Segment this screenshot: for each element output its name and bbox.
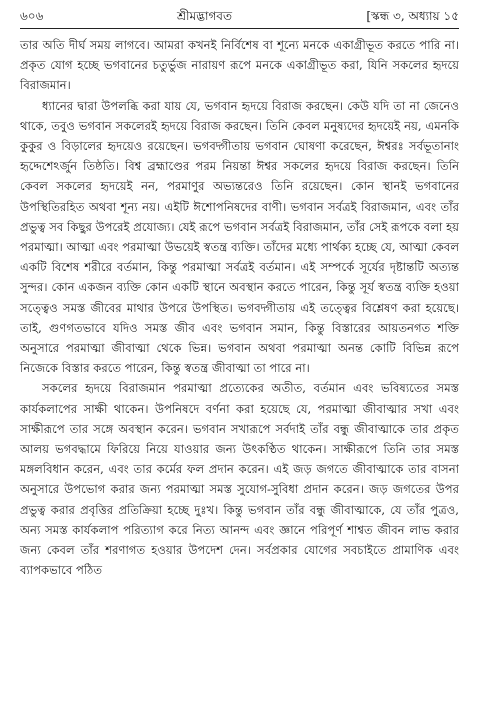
section-label: [স্কন্ধ ৩, অধ্যায় ১৫ bbox=[366, 9, 459, 23]
page-number: ৬০৬ bbox=[20, 9, 44, 23]
paragraph: তার অতি দীর্ঘ সময় লাগবে। আমরা কখনই নির্বিশেষ বা শূন্যে মনকে একাগ্রীভূত করতে পারি না। প্রকৃত যোগ হচ্ছে ভগবানের চতুর্ভুজ নারায়ণ রূপে মনকে একাগ্রীভূত করা, যিনি সকলের হৃদয়ে বিরাজমান। bbox=[20, 38, 459, 93]
body-text bbox=[20, 35, 459, 580]
paragraph: সকলের হৃদয়ে বিরাজমান পরমাত্মা প্রত্যেকের অতীত, বর্তমান এবং ভবিষ্যতের সমস্ত কার্যকলাপের সাক্ষী থাকেন। উপনিষদে বর্ণনা করা হয়েছে যে, পরমাত্মা জীবাত্মার সখা এবং সাক্ষীরূপে তার সঙ্গে অবস্থান করেন। ভগবান সখারূপে সর্বদাই তাঁর বন্ধু জীবাত্মাকে তার প্রকৃত আলয় ভগবদ্ধামে ফিরিয়ে নিয়ে যাওয়ার জন্য উৎকণ্ঠিত থাকেন। সাক্ষীরূপে তিনি তার সমস্ত মঙ্গলবিধান করেন, এবং তার কর্মের ফল প্রদান করেন। এই জড় জগতে জীবাত্মাকে তার বাসনা অনুসারে উপভোগ করার জন্য পরমাত্মা সমস্ত সুযোগ-সুবিধা প্রদান করেন। জড় জগতের উপর প্রভুত্ব করার প্রবৃত্তির প্রতিক্রিয়া হচ্ছে দুঃখ। কিন্তু ভগবান তাঁর বন্ধু জীবাত্মাকে, যে তাঁর পুত্রও, অন্য সমস্ত কার্যকলাপ পরিত্যাগ করে নিত্য আনন্দ এবং জ্ঞানে পরিপূর্ণ শাশ্বত জীবন লাভ করার জন্য কেবল তাঁর শরণাগত হওয়ার উপদেশ দেন। সর্বপ্রকার যোগের সবচাইতে প্রামাণিক এবং ব্যাপকভাবে পঠিত bbox=[20, 381, 459, 578]
page-header bbox=[20, 6, 459, 26]
paragraph: ধ্যানের দ্বারা উপলব্ধি করা যায় যে, ভগবান হৃদয়ে বিরাজ করছেন। কেউ যদি তা না জেনেও থাকে, তবুও ভগবান সকলেরই হৃদয়ে বিরাজ করছেন। তিনি কেবল মনুষ্যদের হৃদয়েই নয়, এমনকি কুকুর ও বিড়ালের হৃদয়েও রয়েছেন। ভগবদ্গীতায় ভগবান ঘোষণা করেছেন, ঈশ্বরঃ সর্বভূতানাং হৃদ্দেশেঽর্জুন তিষ্ঠতি। বিশ্ব ব্রহ্মাণ্ডের পরম নিয়ন্তা ঈশ্বর সকলের হৃদয়ে বিরাজ করছেন। তিনি কেবল সকলের হৃদয়েই নন, পরমাণুর অভ্যন্তরেও তিনি রয়েছেন। কোন স্থানই ভগবানের উপস্থিতিরহিত অথবা শূন্য নয়। এইটি ঈশোপনিষদের বাণী। ভগবান সর্বত্রই বিরাজমান, এবং তাঁর প্রভুত্ব সব কিছুর উপরেই প্রযোজ্য। যেই রূপে ভগবান সর্বত্রই বিরাজমান, তাঁর সেই রূপকে বলা হয় পরমাত্মা। আত্মা এবং পরমাত্মা উভয়েই স্বতন্ত্র ব্যক্তি। তাঁদের মধ্যে পার্থক্য হচ্ছে যে, আত্মা কেবল একটি বিশেষ শরীরে বর্তমান, কিন্তু পরমাত্মা সর্বত্রই বর্তমান। এই সম্পর্কে সূর্যের দৃষ্টান্তটি অত্যন্ত সুন্দর। কোন একজন ব্যক্তি কোন একটি স্থানে অবস্থান করতে পারেন, কিন্তু সূর্য স্বতন্ত্র ব্যক্তি হওয়া সত্ত্বেও সমস্ত জীবের মাথার উপরে উপস্থিত। ভগবদ্গীতায় এই তত্ত্বের বিশ্লেষণ করা হয়েছে। তাই, গুণগতভাবে যদিও সমস্ত জীব এবং ভগবান সমান, কিন্তু বিস্তারের আয়তনগত শক্তি অনুসারে পরমাত্মা জীবাত্মা থেকে ভিন্ন। ভগবান অথবা পরমাত্মা অনন্ত কোটি বিভিন্ন রূপে নিজেকে বিস্তার করতে পারেন, কিন্তু স্বতন্ত্র জীবাত্মা তা পারে না। bbox=[20, 98, 459, 376]
header-rule bbox=[20, 28, 459, 29]
book-title: শ্রীমদ্ভাগবত bbox=[176, 9, 232, 23]
